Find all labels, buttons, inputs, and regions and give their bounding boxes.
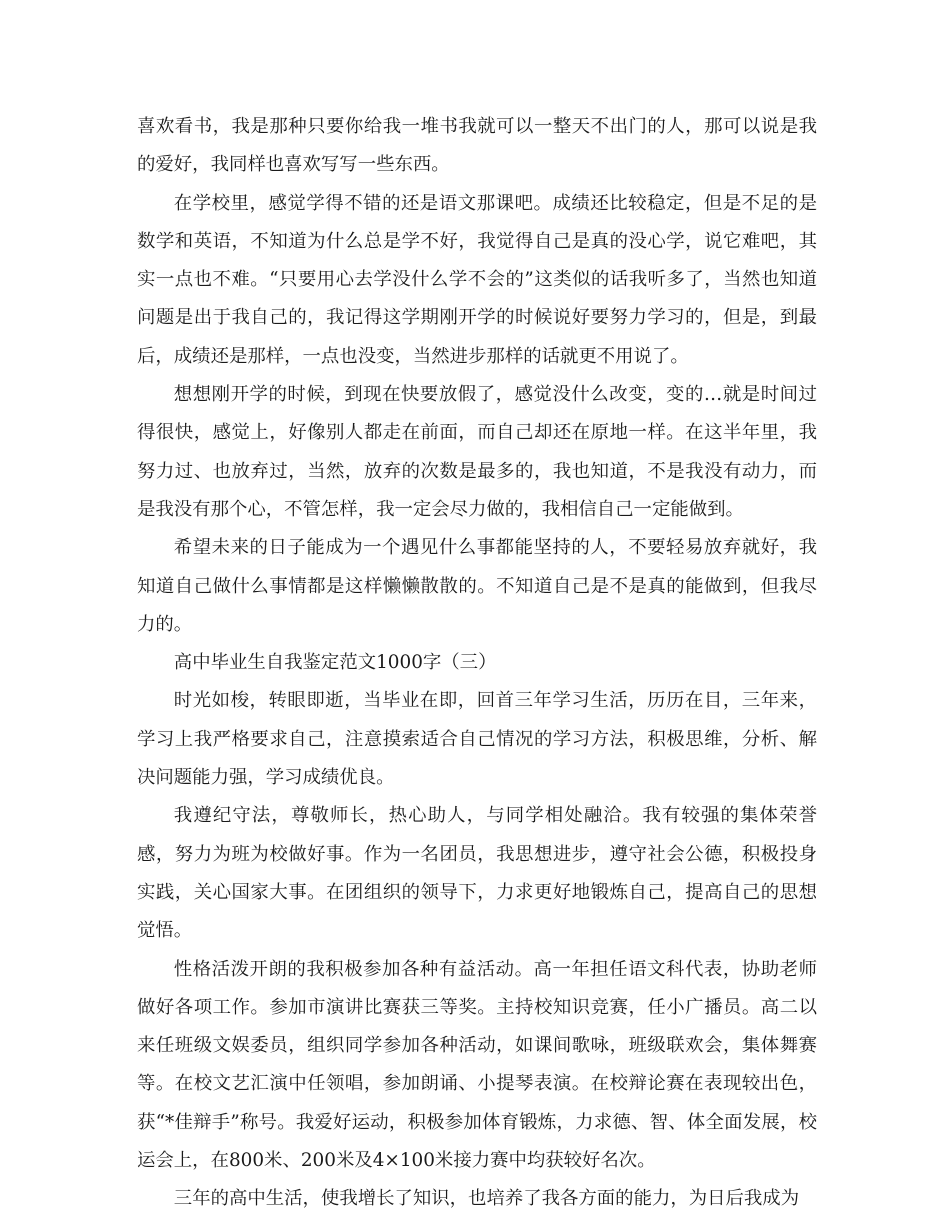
document-body — [137, 108, 817, 1219]
paragraph-three-years-study: 时光如梭，转眼即逝，当毕业在即，回首三年学习生活，历历在目，三年来，学习上我严格要求自己，注意摸索适合自己情况的学习方法，积极思维，分析、解决问题能力强，学习成绩优良。 — [137, 690, 817, 789]
paragraph-conclusion-start: 三年的高中生活，使我增长了知识，也培养了我各方面的能力，为日后我成为 — [173, 1188, 800, 1210]
paragraph-semester-reflection: 想想刚开学的时候，到现在快要放假了，感觉没什么改变，变的…就是时间过得很快，感觉上，好像别人都走在前面，而自己却还在原地一样。在这半年里，我努力过、也放弃过，当然，放弃的次数是最多的，我也知道，不是我没有动力，而是我没有那个心，不管怎样，我一定会尽力做的，我相信自己一定能做到。 — [137, 384, 817, 520]
paragraph-future-hope: 希望未来的日子能成为一个遇见什么事都能坚持的人，不要轻易放弃就好，我知道自己做什么事情都是这样懒懒散散的。不知道自己是不是真的能做到，但我尽力的。 — [137, 537, 817, 635]
section-heading: 高中毕业生自我鉴定范文1000字（三） — [173, 652, 497, 674]
paragraph-activities: 性格活泼开朗的我积极参加各种有益活动。高一年担任语文科代表，协助老师做好各项工作。参加市演讲比赛获三等奖。主持校知识竞赛，任小广播员。高二以来任班级文娱委员，组织同学参加各种活动，如课间歌咏，班级联欢会，集体舞赛等。在校文艺汇演中任领唱，参加朗诵、小提琴表演。在校辩论赛在表现较出色，获“*佳辩手”称号。我爱好运动，积极参加体育锻炼，力求德、智、体全面发展，校运会上，在800米、200米及4×100米接力赛中均获较好名次。 — [137, 958, 817, 1172]
paragraph-hobbies-continued: 喜欢看书，我是那种只要你给我一堆书我就可以一整天不出门的人，那可以说是我的爱好，我同样也喜欢写写一些东西。 — [137, 116, 817, 176]
paragraph-school-study: 在学校里，感觉学得不错的还是语文那课吧。成绩还比较稳定，但是不足的是数学和英语，不知道为什么总是学不好，我觉得自己是真的没心学，说它难吧，其实一点也不难。“只要用心去学没什么学不会的”这类似的话我听多了，当然也知道问题是出于我自己的，我记得这学期刚开学的时候说好要努力学习的，但是，到最后，成绩还是那样，一点也没变，当然进步那样的话就更不用说了。 — [137, 192, 817, 367]
paragraph-conduct: 我遵纪守法，尊敬师长，热心助人，与同学相处融洽。我有较强的集体荣誉感，努力为班为校做好事。作为一名团员，我思想进步，遵守社会公德，积极投身实践，关心国家大事。在团组织的领导下，力求更好地锻炼自己，提高自己的思想觉悟。 — [137, 805, 817, 942]
